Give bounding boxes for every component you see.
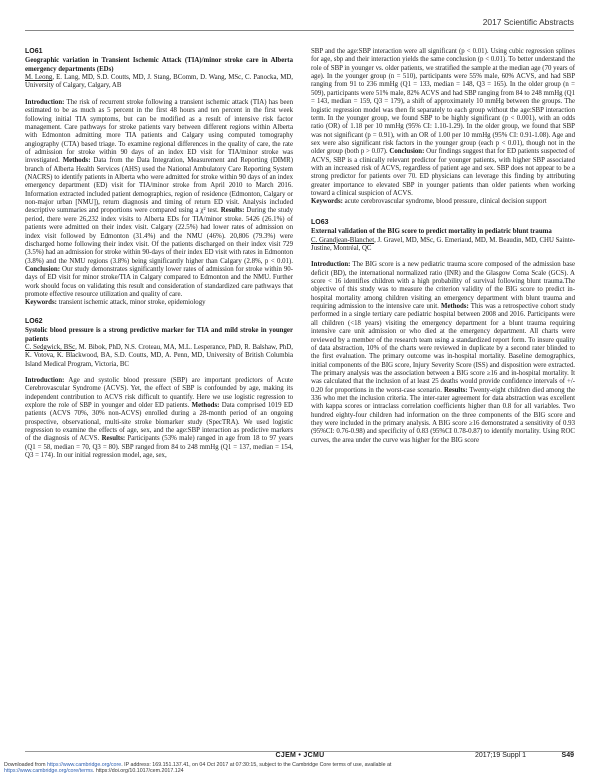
results-text: During the study period, there were 26,232 index visits to Alberta EDs for TIA/minor stroke. 5426 (26.1%) of patients were admitted on their index visit. Calgary (22.5%) had lower rates of admission on index visit followed by Edmonton (31.4%) and the NMU (46%). 20,806 (79.3%) were discharged home following their index visit. Of the patients discharged on their index visit 729 (3.5%) had an admission for stroke within 90-days of their index ED visit with rates in Edmonton (3.8%) and the NMU regions (3.8%) being significantly higher than Calgary (2.8%, p < 0.01). [25,207,294,265]
keywords-label: Keywords: [311,198,343,206]
methods-label: Methods: [62,157,91,165]
results-text-continued: SBP and the age:SBP interaction were all significant (p < 0.01). Using cubic regression splines for age, sbp and their interaction yields the same conclusion (p < 0.01). To better understand the role of SBP in younger vs. older patients, we stratified the sample at the median age (70 years of age). In the younger group (n = 510), participants were 55% male, 60% ACVS, and had SBP ranging from 91 to 236 mmHg (Q1 = 133, median = 148, Q3 = 165). In the older group (n = 509), participants were 51% male, 82% ACVS and had SBP ranging from 84 to 248 mmHg (Q1 = 143, median = 159, Q3 = 179), a shift of approximately 10 mmHg between the groups. The logistic regression model was then fit separately to each group without the age:SBP interaction term. In the younger group, we found SBP to be highly significant (p < 0.001), with an odds ratio (OR) of 1.18 per 10 mmHg (95% CI: 1.10-1.29). In the older group, we found that SBP was not significant (p = 0.91), with an OR of 1.00 per 10 mmHg (95% CI: 0.91-1.08). Age and sex were also significant risk factors in the younger group (each p < 0.01), though not in the older group (both p > 0.07). [311,48,575,156]
right-column [311,48,575,453]
doi-text: . https://doi.org/10.1017/cem.2017.124 [92,768,184,774]
left-column [25,48,293,469]
methods-label: Methods: [191,402,220,410]
abstract-authors [25,344,293,369]
keywords-label: Keywords: [25,299,57,307]
coauthors: , J. Gravel, MD, MSc, G. Emeriaud, MD, M. Beaudin, MD, CHU Sainte-Justine, Montréal, QC [311,236,576,252]
keywords-text: acute cerebrovascular syndrome, blood pressure, clinical decision support [342,198,547,206]
intro-text: The risk of recurrent stroke following a transient ischemic attack (TIA) has been estimated to be as much as 5 percent in the first 48 hours and ten percent in the first week following initial TIA symptoms, but can be modified as a result of intensive risk factor management. Care pathways for stroke patients vary between different regions within Alberta with Edmonton admitting more TIA patients and Calgary using computed tomography angiography (CTA) based triage. To examine regional differences in the quality of care, the rate of admission for stroke within 90 days of an index ED visit for TIA/minor stroke was investigated. [25,98,293,165]
intro-text: Age and systolic blood pressure (SBP) are important predictors of Acute Cerebrovascular Syndrome (ACVS). Yet, the effect of SBP is confounded by age, making its independent contribution to ACVS risk difficult to quantify. Here we use logistic regression to explore the role of SBP in younger and older ED patients. [25,376,293,410]
abstract-id: LO62 [25,317,43,325]
abstract-keywords [311,198,575,206]
methods-text: This was a retrospective cohort study performed in a single tertiary care pediatric hospital between 2008 and 2016. Participants were all children (<18 years) visiting the emergency department for a blunt trauma requiring intensive care unit admission or who died at the emergency department. All charts were reviewed by a member of the research team using a standardized report form. To insure quality of data abstraction, 10% of the charts were reviewed in duplicate by a second rater blinded to the first evaluation. The primary outcome was in-hospital mortality. Baseline demographics, initial components of the BIG score, Injury Severity Score (ISS) and disposition were extracted. The primary analysis was the association between a BIG score ≥16 and in-hospital mortality. It was calculated that the inclusion of at least 25 deaths would provide confidence intervals of +/- 0.20 for proportions in the worst-case scenario. [311,303,575,394]
abstract-lo63 [311,219,575,445]
download-text: . IP address: 169.151.137.41, on 04 Oct 2017 at 07:30:15, subject to the Cambridge Core terms of use, available at [121,762,392,768]
terms-link[interactable]: https://www.cambridge.org/core/terms [4,768,93,774]
coauthors: , M. Bibok, PhD, N.S. Croteau, MA, M.L. Lesperance, PhD, R. Balshaw, PhD, K. Votova, K. Blackwood, BA, S.D. Coutts, MD, A. Penn, MD, University of British Columbia Island Medical Program, Victoria, BC [25,343,293,368]
abstract-lo62-continued [311,48,575,207]
conclusion-label: Conclusion: [389,148,425,156]
conclusion-label: Conclusion: [25,265,60,273]
abstract-body [311,261,575,445]
abstract-body-continued [311,48,575,198]
results-text-part: Participants (53% male) ranged in age from 18 to 97 years (Q1 = 58, median = 70, Q3 = 80). SBP ranged from 84 to 248 mmHg (Q1 = 137, median = 154, Q3 = 174). In our initial regression model, age, sex, [25,435,294,460]
abstract-lo62 [25,318,293,461]
presenting-author: C. Grandjean-Blanchet [311,236,375,244]
intro-label: Introduction: [311,261,351,269]
keywords-text: transient ischemic attack, minor stroke, epidemiology [56,299,206,307]
abstract-title: External validation of the BIG score to predict mortality in pediatric blunt trauma [311,228,552,236]
cambridge-core-link[interactable]: https://www.cambridge.org/core [47,762,122,768]
journal-name: CJEM • JCMU [275,752,325,759]
intro-label: Introduction: [25,98,65,106]
abstract-title: Geographic variation in Transient Ischemic Attack (TIA)/minor stroke care in Alberta emergency departments (EDs) [25,57,293,73]
coauthors: , E. Lang, MD, S.D. Coutts, MD, J. Stang, BComm, D. Wang, MSc, C. Panocka, MD, University of Calgary, Calgary, AB [25,74,293,90]
running-head: 2017 Scientific Abstracts [482,17,574,27]
results-text: Twenty-eight children died among the 336 who met the inclusion criteria. The inter-rater agreement for data abstraction was excellent with kappa scores or intraclass correlation coefficients higher than 0.8 for all variables. Two hundred eighty-four children had information on the three components of the BIG score and they were included in the primary analysis. A BIG score ≥16 demonstrated a sensitivity of 0.93 (95%CI: 0.76-0.98) and specificity of 0.83 (95%CI 0.78-0.87) to identify mortality. Using ROC curves, the area under the curve was higher for the BIG score [311,386,575,444]
methods-text: Data from the Data Integration, Measurement and Reporting (DIMR) branch of Alberta Health Services (AHS) used the National Ambulatory Care Reporting System (NACRS) to identify patients in Alberta who were admitted for stroke within 90 days of an index emergency department (ED) visit for TIA/minor stroke from April 2010 to March 2016. Information extracted included patient demographics, region of residence (Edmonton, Calgary or non-major urban [NMU]), return diagnosis and timing of return ED visit. Analysis included descriptive summaries and proportions were compared using a χ² test. [25,157,293,215]
abstract-authors [25,74,293,91]
abstract-lo61 [25,48,293,308]
abstract-body [25,99,293,300]
abstract-id: LO63 [311,218,329,226]
intro-text: The BIG score is a new pediatric trauma score composed of the admission base deficit (BD), the international normalized ratio (INR) and the Glasgow Coma Scale (GCS). A score < 16 identifies children with a high probability of survival following blunt trauma.The objective of this study was to measure the criterion validity of the BIG score to predict in-hospital mortality among children visiting an emergency department with blunt trauma and requiring admission to the intensive care unit. [311,261,575,311]
intro-label: Introduction: [25,376,65,384]
abstract-title: Systolic blood pressure is a strong predictive marker for TIA and mild stroke in younger patients [25,327,293,343]
issue-info: 2017;19 Suppl 1 [475,752,526,759]
abstract-id: LO61 [25,48,43,55]
abstract-body [25,377,293,461]
results-label: Results: [443,386,468,394]
results-label: Results: [101,435,126,443]
methods-text: Data comprised 1019 ED patients (ACVS 70%, 30% non-ACVS) enrolled during a 28-month period of an ongoing prospective, observational, multi-site stroke biomarker study (SpecTRA). We used logistic regression to examine the effects of age, sex, and the age:SBP interaction as predictive markers of the diagnosis of ACVS. [25,402,293,443]
abstract-keywords [25,299,293,307]
abstract-authors [311,237,575,254]
conclusion-text: Our study demonstrates significantly lower rates of admission for stroke within 90-days of ED visit for minor stroke/TIA in Calgary compared to Edmonton and the NMU. Further work should focus on validating this result and consideration of standardized care pathways that promote effective resource utilization and quality of care. [25,265,293,299]
presenting-author: M. Leong [25,74,53,82]
download-notice [4,762,391,774]
results-label: Results: [220,207,245,215]
conclusion-text: Our findings suggest that for ED patients suspected of ACVS, SBP is a clinically relevant predictor for younger patients, with higher SBP associated with an increased risk of ACVS, regardless of patient age and sex. SBP does not appear to be a strong predictor for patients over 70. ED physicians can leverage this finding by attributing greater importance to elevated SBP in younger patients than older patients when working toward a clinical suspicion of ACVS. [311,148,575,198]
presenting-author: C. Sedgwick, BSc [25,343,76,351]
header-divider [25,30,574,31]
page-number: S49 [561,752,574,759]
download-prefix: Downloaded from [4,762,47,768]
methods-label: Methods: [440,303,469,311]
